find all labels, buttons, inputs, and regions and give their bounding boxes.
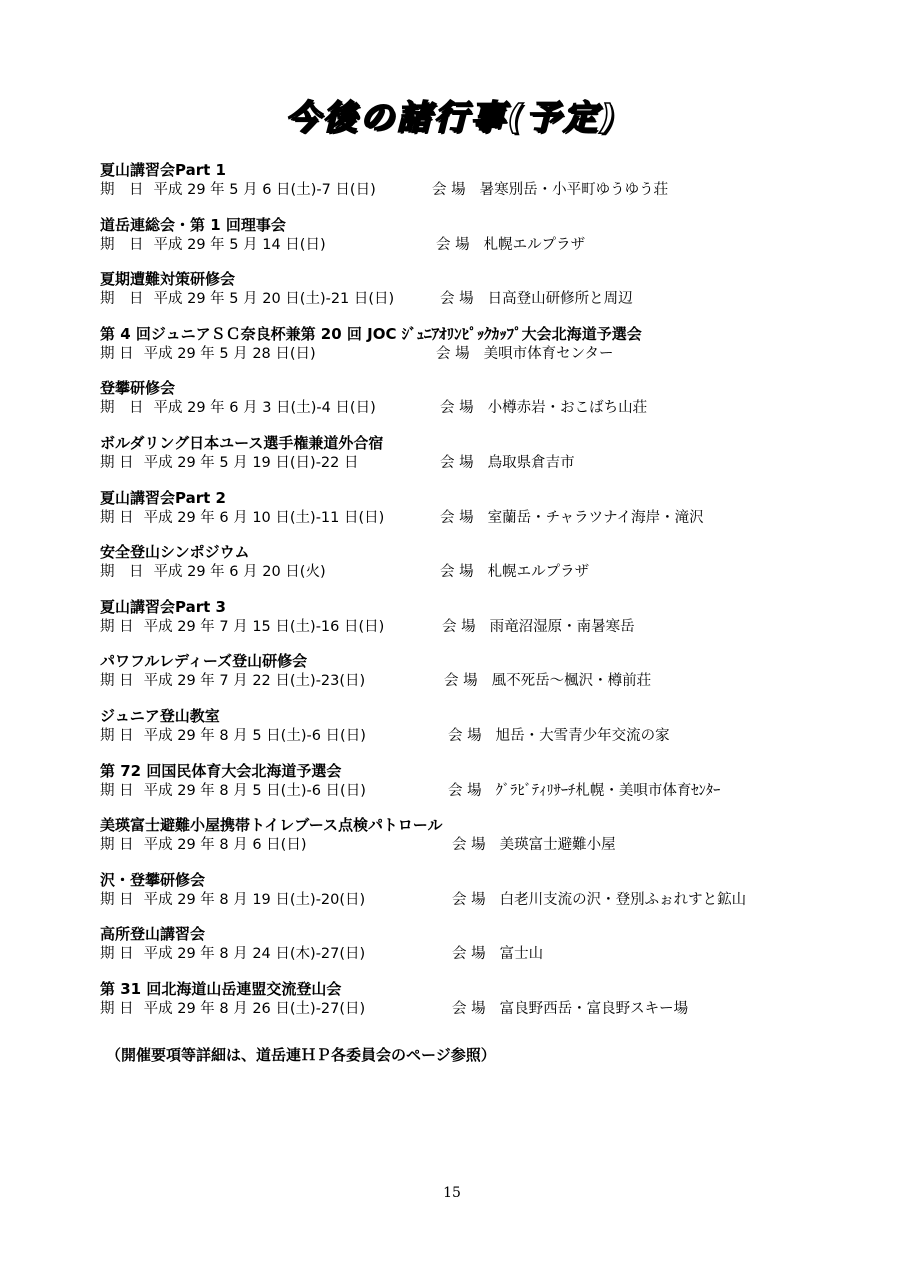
event-detail bbox=[100, 726, 860, 746]
venue-label: 会 場 bbox=[452, 1000, 486, 1017]
event-venue: 美瑛富士避難小屋 bbox=[499, 837, 616, 854]
event-detail bbox=[100, 289, 860, 309]
event-name: 夏山講習会Part 2 bbox=[100, 488, 226, 507]
date-label: 期 日 bbox=[100, 564, 144, 581]
venue-label: 会 場 bbox=[442, 618, 476, 635]
event-date: 平成 29 年 7 月 22 日(土)-23(日) bbox=[143, 673, 366, 690]
event-detail bbox=[100, 453, 860, 473]
event-name: 安全登山シンポジウム bbox=[100, 543, 250, 562]
event-name: 夏山講習会Part 3 bbox=[100, 597, 226, 616]
date-label: 期 日 bbox=[100, 891, 134, 908]
venue-group bbox=[442, 617, 635, 637]
event-list bbox=[100, 160, 860, 1034]
event-item bbox=[100, 979, 860, 1034]
venue-group bbox=[440, 398, 647, 418]
event-detail bbox=[100, 890, 860, 910]
event-date: 平成 29 年 6 月 3 日(土)-4 日(日) bbox=[153, 400, 376, 417]
date-label: 期 日 bbox=[100, 400, 144, 417]
event-item bbox=[100, 160, 860, 215]
date-label: 期 日 bbox=[100, 946, 134, 963]
venue-group bbox=[436, 344, 614, 364]
event-date: 平成 29 年 8 月 5 日(土)-6 日(日) bbox=[143, 727, 366, 744]
event-item bbox=[100, 378, 860, 433]
event-name: 高所登山講習会 bbox=[100, 925, 206, 944]
event-venue: 小樽赤岩・おこばち山荘 bbox=[487, 400, 648, 417]
event-name: 登攀研修会 bbox=[100, 379, 176, 398]
event-venue: 札幌エルプラザ bbox=[483, 236, 586, 253]
date-label: 期 日 bbox=[100, 236, 144, 253]
event-venue: 札幌エルプラザ bbox=[487, 564, 590, 581]
venue-group bbox=[444, 671, 651, 691]
event-venue: 旭岳・大雪青少年交流の家 bbox=[495, 727, 670, 744]
venue-label: 会 場 bbox=[444, 673, 478, 690]
event-item bbox=[100, 324, 860, 379]
event-detail bbox=[100, 999, 860, 1019]
venue-group bbox=[436, 235, 585, 255]
event-date: 平成 29 年 6 月 10 日(土)-11 日(日) bbox=[143, 509, 385, 526]
event-item bbox=[100, 269, 860, 324]
venue-group bbox=[452, 944, 543, 964]
event-date: 平成 29 年 8 月 19 日(土)-20(日) bbox=[143, 891, 366, 908]
event-date: 平成 29 年 5 月 20 日(土)-21 日(日) bbox=[153, 291, 395, 308]
event-name: 第 4 回ジュニアＳＣ奈良杯兼第 20 回 JOC ｼﾞｭﾆｱｵﾘﾝﾋﾟｯｸｶｯﾌﾟ大会北海道予選会 bbox=[100, 324, 642, 343]
event-venue: 雨竜沼湿原・南暑寒岳 bbox=[489, 618, 635, 635]
date-label: 期 日 bbox=[100, 1000, 134, 1017]
event-detail bbox=[100, 344, 860, 364]
event-item bbox=[100, 215, 860, 270]
page-number: 15 bbox=[443, 1185, 461, 1201]
event-date: 平成 29 年 8 月 6 日(日) bbox=[143, 837, 307, 854]
event-item bbox=[100, 924, 860, 979]
date-label: 期 日 bbox=[100, 782, 134, 799]
event-item bbox=[100, 870, 860, 925]
event-venue: 白老川支流の沢・登別ふぉれすと鉱山 bbox=[499, 891, 747, 908]
event-item bbox=[100, 597, 860, 652]
event-detail bbox=[100, 508, 860, 528]
event-detail bbox=[100, 398, 860, 418]
venue-group bbox=[452, 835, 616, 855]
event-item bbox=[100, 706, 860, 761]
event-name: 道岳連総会・第 1 回理事会 bbox=[100, 215, 286, 234]
event-item bbox=[100, 815, 860, 870]
date-label: 期 日 bbox=[100, 673, 134, 690]
event-item bbox=[100, 651, 860, 706]
venue-label: 会 場 bbox=[440, 454, 474, 471]
venue-group bbox=[448, 726, 670, 746]
venue-group bbox=[440, 453, 575, 473]
event-detail bbox=[100, 781, 860, 801]
event-date: 平成 29 年 8 月 5 日(土)-6 日(日) bbox=[143, 782, 366, 799]
event-date: 平成 29 年 5 月 28 日(日) bbox=[143, 345, 316, 362]
venue-label: 会 場 bbox=[440, 291, 474, 308]
venue-group bbox=[440, 508, 704, 528]
event-date: 平成 29 年 7 月 15 日(土)-16 日(日) bbox=[143, 618, 385, 635]
event-name: 第 72 回国民体育大会北海道予選会 bbox=[100, 761, 342, 780]
event-name: パワフルレディーズ登山研修会 bbox=[100, 652, 308, 671]
event-item bbox=[100, 433, 860, 488]
event-name: ボルダリング日本ユース選手権兼道外合宿 bbox=[100, 433, 384, 452]
event-detail bbox=[100, 944, 860, 964]
date-label: 期 日 bbox=[100, 291, 144, 308]
event-date: 平成 29 年 8 月 26 日(土)-27(日) bbox=[143, 1000, 366, 1017]
date-label: 期 日 bbox=[100, 727, 134, 744]
event-venue: 暑寒別岳・小平町ゆうゆう荘 bbox=[479, 182, 669, 198]
venue-group bbox=[440, 289, 633, 309]
event-detail bbox=[100, 562, 860, 582]
date-label: 期 日 bbox=[100, 618, 134, 635]
event-item bbox=[100, 761, 860, 816]
event-date: 平成 29 年 5 月 6 日(土)-7 日(日) bbox=[153, 182, 376, 198]
event-item bbox=[100, 542, 860, 597]
event-venue: 鳥取県倉吉市 bbox=[487, 454, 575, 471]
event-venue: 日高登山研修所と周辺 bbox=[487, 291, 633, 308]
event-venue: 富良野西岳・富良野スキー場 bbox=[499, 1000, 689, 1017]
venue-label: 会 場 bbox=[452, 946, 486, 963]
venue-label: 会 場 bbox=[436, 345, 470, 362]
date-label: 期 日 bbox=[100, 182, 144, 198]
event-venue: 風不死岳～楓沢・樽前荘 bbox=[491, 673, 652, 690]
date-label: 期 日 bbox=[100, 345, 134, 362]
event-detail bbox=[100, 671, 860, 691]
event-detail bbox=[100, 835, 860, 855]
page-title: 今後の諸行事(予定) bbox=[285, 98, 619, 138]
venue-label: 会 場 bbox=[452, 837, 486, 854]
venue-group bbox=[448, 781, 720, 801]
event-date: 平成 29 年 5 月 19 日(日)-22 日 bbox=[143, 454, 359, 471]
event-name: 第 31 回北海道山岳連盟交流登山会 bbox=[100, 979, 342, 998]
event-date: 平成 29 年 6 月 20 日(火) bbox=[153, 564, 326, 581]
event-venue: 富士山 bbox=[499, 946, 544, 963]
event-detail bbox=[100, 235, 860, 255]
event-name: 美瑛富士避難小屋携帯トイレブース点検パトロール bbox=[100, 816, 443, 835]
venue-label: 会 場 bbox=[440, 400, 474, 417]
venue-label: 会 場 bbox=[448, 727, 482, 744]
date-label: 期 日 bbox=[100, 837, 134, 854]
date-label: 期 日 bbox=[100, 509, 134, 526]
venue-label: 会 場 bbox=[452, 891, 486, 908]
event-date: 平成 29 年 5 月 14 日(日) bbox=[153, 236, 326, 253]
event-venue: 室蘭岳・チャラツナイ海岸・滝沢 bbox=[487, 509, 704, 526]
event-detail bbox=[100, 180, 860, 200]
event-venue: ｸﾞﾗﾋﾞﾃｨﾘｻｰﾁ札幌・美唄市体育ｾﾝﾀｰ bbox=[495, 782, 721, 799]
event-item bbox=[100, 488, 860, 543]
event-date: 平成 29 年 8 月 24 日(木)-27(日) bbox=[143, 946, 366, 963]
venue-label: 会 場 bbox=[440, 509, 474, 526]
venue-label: 会 場 bbox=[436, 236, 470, 253]
footnote: （開催要項等詳細は、道岳連ＨＰ各委員会のページ参照） bbox=[106, 1046, 496, 1064]
event-name: ジュニア登山教室 bbox=[100, 706, 220, 725]
date-label: 期 日 bbox=[100, 454, 134, 471]
event-venue: 美唄市体育センター bbox=[483, 345, 614, 362]
venue-label: 会 場 bbox=[432, 182, 466, 198]
event-name: 沢・登攀研修会 bbox=[100, 870, 206, 889]
venue-group bbox=[432, 180, 668, 200]
venue-group bbox=[440, 562, 589, 582]
event-name: 夏期遭難対策研修会 bbox=[100, 270, 236, 289]
venue-label: 会 場 bbox=[440, 564, 474, 581]
venue-label: 会 場 bbox=[448, 782, 482, 799]
event-name: 夏山講習会Part 1 bbox=[100, 161, 226, 179]
venue-group bbox=[452, 999, 688, 1019]
event-detail bbox=[100, 617, 860, 637]
venue-group bbox=[452, 890, 746, 910]
